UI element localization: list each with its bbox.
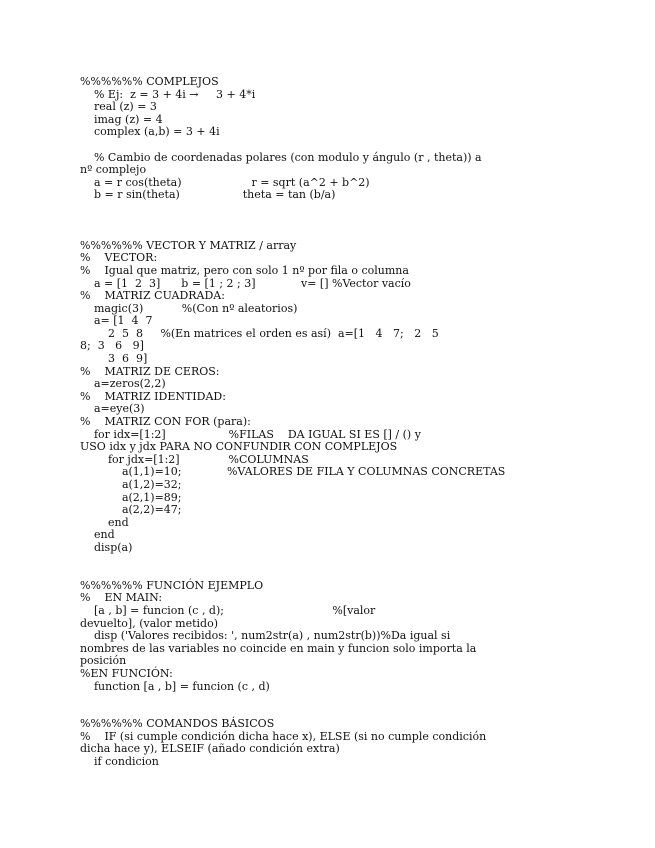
code-line: a = r cos(theta) r = sqrt (a^2 + b^2) [80, 175, 370, 189]
code-line: a(2,1)=89; [80, 490, 182, 504]
comment-line: % VECTOR: [80, 251, 158, 265]
code-line: disp(a) [80, 540, 133, 554]
section-spacer [80, 227, 580, 240]
comment-line: % MATRIZ DE CEROS: [80, 364, 220, 378]
section-spacer [80, 693, 580, 718]
section-comandos-basicos [80, 718, 580, 768]
code-line: a(1,2)=32; [80, 478, 182, 491]
code-line: function [a , b] = funcion (c , d) [80, 679, 270, 693]
section-heading: %%%%%% VECTOR Y MATRIZ / array [80, 238, 297, 252]
code-line: devuelto], (valor metido) [80, 616, 218, 630]
code-line: real (z) = 3 [80, 100, 157, 114]
code-line: end [80, 515, 129, 529]
comment-line: % MATRIZ CON FOR (para): [80, 415, 251, 429]
section-heading: %%%%%% FUNCIÓN EJEMPLO [80, 578, 264, 592]
document-body [80, 76, 580, 769]
section-funcion-ejemplo [80, 580, 580, 693]
comment-line: % EN MAIN: [80, 591, 163, 605]
code-line: USO idx y jdx PARA NO CONFUNDIR CON COMPLEJOS [80, 440, 398, 454]
comment-line: nº complejo [80, 163, 147, 177]
comment-line: % IF (si cumple condición dicha hace x), ELSE (si no cumple condición [80, 729, 487, 743]
comment-line: % MATRIZ CUADRADA: [80, 289, 225, 303]
code-line: end [80, 528, 115, 542]
section-spacer [80, 202, 580, 227]
code-line: % Ej: z = 3 + 4i → 3 + 4*i [80, 87, 256, 101]
code-line: a=eye(3) [80, 402, 145, 416]
section-heading: %%%%%% COMANDOS BÁSICOS [80, 717, 275, 731]
blank-line [80, 139, 580, 152]
code-line: for jdx=[1:2] %COLUMNAS [80, 452, 309, 466]
section-vector-matriz [80, 240, 580, 555]
section-complejos [80, 76, 580, 202]
code-line: 2 5 8 %(En matrices el orden es así) a=[1 4 7; 2 5 [80, 326, 439, 340]
code-line: if condicion [80, 755, 159, 769]
code-line: nombres de las variables no coincide en main y funcion solo importa la [80, 641, 477, 655]
code-line: disp ('Valores recibidos: ', num2str(a) , num2str(b))%Da igual si [80, 629, 451, 643]
comment-line: % Cambio de coordenadas polares (con modulo y ángulo (r , theta)) a [80, 150, 482, 164]
code-line: b = r sin(theta) theta = tan (b/a) [80, 188, 336, 202]
section-spacer [80, 555, 580, 580]
code-line: 8; 3 6 9] [80, 339, 144, 353]
comment-line: % Igual que matriz, pero con solo 1 nº por fila o columna [80, 263, 409, 277]
section-heading: %%%%%% COMPLEJOS [80, 75, 219, 88]
code-line: a(2,2)=47; [80, 503, 182, 517]
code-line: 3 6 9] [80, 352, 148, 366]
code-line: posición [80, 654, 127, 668]
code-line: a= [1 4 7 [80, 314, 153, 328]
comment-line: %EN FUNCIÓN: [80, 666, 173, 680]
code-line: [a , b] = funcion (c , d); %[valor [80, 603, 376, 617]
code-line: imag (z) = 4 [80, 112, 163, 126]
comment-line: % MATRIZ IDENTIDAD: [80, 389, 226, 403]
code-line: magic(3) %(Con nº aleatorios) [80, 301, 298, 315]
code-line: complex (a,b) = 3 + 4i [80, 125, 220, 139]
code-line: a=zeros(2,2) [80, 377, 166, 391]
code-line: a(1,1)=10; %VALORES DE FILA Y COLUMNAS CONCRETAS [80, 465, 506, 479]
comment-line: dicha hace y), ELSEIF (añado condición extra) [80, 742, 340, 756]
code-line: for idx=[1:2] %FILAS DA IGUAL SI ES [] / () y [80, 427, 421, 441]
code-line: a = [1 2 3] b = [1 ; 2 ; 3] v= [] %Vector vacío [80, 276, 411, 290]
